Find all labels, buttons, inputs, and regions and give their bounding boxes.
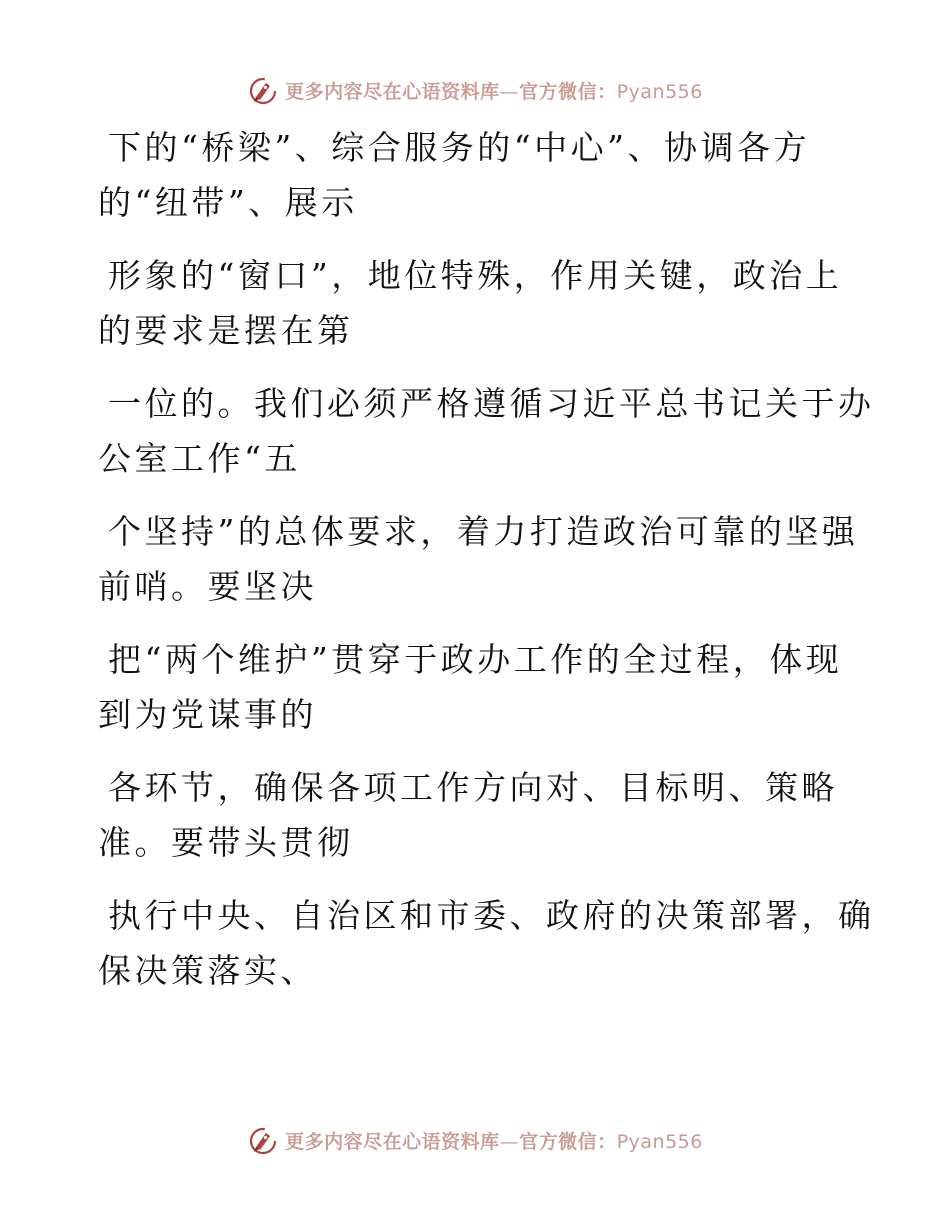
- paragraph: [98, 248, 843, 358]
- paragraph-line: 的要求是摆在第: [98, 311, 354, 350]
- paragraph: [98, 120, 838, 230]
- banner-separator: —: [499, 1130, 520, 1153]
- paragraph: [98, 504, 859, 614]
- paragraph: [98, 376, 875, 486]
- banner-wechat-id: Pyan556: [616, 1130, 703, 1153]
- paragraph-line: 保决策落实、: [98, 951, 317, 990]
- paragraph-line: 前哨。要坚决: [98, 567, 317, 606]
- header-watermark-banner: [0, 70, 950, 110]
- banner-text: [285, 77, 703, 104]
- footer-watermark-banner: [0, 1120, 950, 1160]
- paragraph: [98, 760, 838, 870]
- banner-separator: —: [499, 80, 520, 103]
- paragraph-line: 公室工作“五: [98, 439, 301, 478]
- paragraph-line: 准。要带头贯彻: [98, 823, 354, 862]
- paragraph-line: 下的“桥梁”、综合服务的“中心”、协调各方: [108, 128, 810, 167]
- banner-wechat-id: Pyan556: [616, 80, 703, 103]
- paragraph-line: 把“两个维护”贯穿于政办工作的全过程，体现: [108, 640, 843, 679]
- pen-nib-logo-icon: [247, 74, 279, 106]
- paragraph-line: 的“纽带”、展示: [98, 183, 358, 222]
- banner-brand: 更多内容尽在心语资料库: [285, 80, 500, 103]
- paragraph-line: 一位的。我们必须严格遵循习近平总书记关于办: [108, 384, 875, 423]
- paragraph-line: 个坚持”的总体要求，着力打造政治可靠的坚强: [108, 512, 859, 551]
- banner-brand: 更多内容尽在心语资料库: [285, 1130, 500, 1153]
- paragraph: [98, 888, 875, 998]
- document-body: [98, 120, 875, 1016]
- paragraph-line: 执行中央、自治区和市委、政府的决策部署，确: [108, 896, 875, 935]
- paragraph-line: 各环节，确保各项工作方向对、目标明、策略: [108, 768, 838, 807]
- banner-wechat-label: 官方微信：: [519, 80, 617, 103]
- pen-nib-logo-icon: [247, 1124, 279, 1156]
- paragraph-line: 到为党谋事的: [98, 695, 317, 734]
- paragraph: [98, 632, 843, 742]
- paragraph-line: 形象的“窗口”，地位特殊，作用关键，政治上: [108, 256, 843, 295]
- banner-wechat-label: 官方微信：: [519, 1130, 617, 1153]
- banner-text: [285, 1127, 703, 1154]
